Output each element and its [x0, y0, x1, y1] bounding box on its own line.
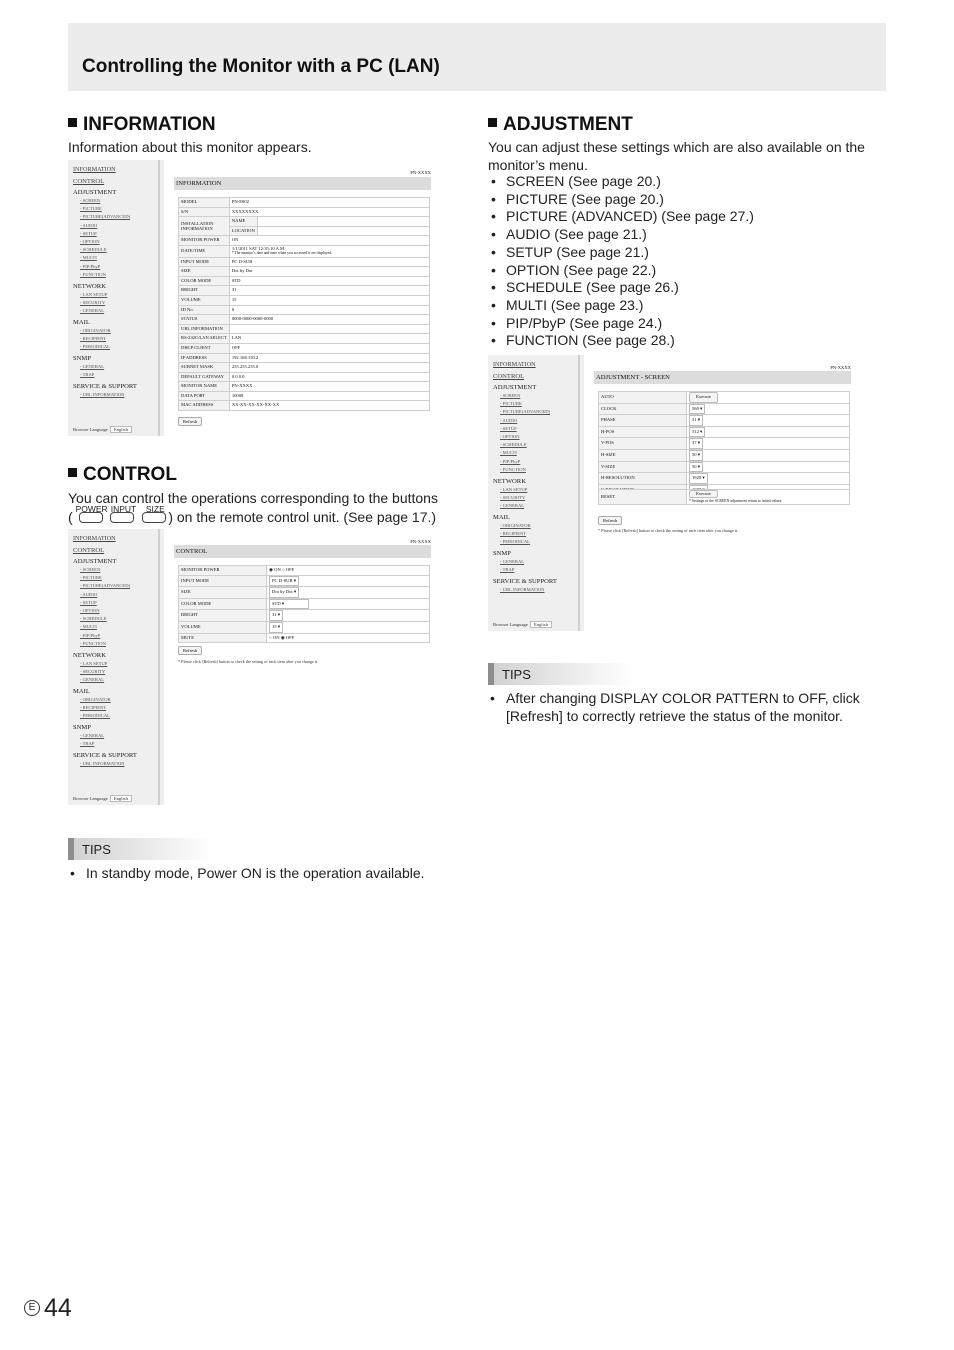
language-select[interactable]: English: [110, 426, 132, 433]
nav-sub-link[interactable]: - GENERAL: [500, 558, 525, 564]
table-row: V-SIZE 50 ▾: [599, 461, 850, 473]
nav-service-heading: SERVICE & SUPPORT: [73, 382, 137, 390]
nav-adjustment-heading: ADJUSTMENT: [73, 189, 117, 196]
input-button-icon: INPUT: [110, 512, 134, 523]
table-row: SIZE Dot by Dot: [179, 267, 430, 277]
h-size-select[interactable]: 50 ▾: [689, 450, 703, 461]
input-mode-select[interactable]: PC D-SUB ▾: [269, 576, 299, 587]
nav-sub-link[interactable]: - SETUP: [500, 425, 517, 431]
nav-sub-link[interactable]: - TRAP: [500, 566, 515, 572]
browser-language-selector: Browser Language English: [73, 795, 132, 802]
nav-sub-link[interactable]: - PICTURE: [500, 401, 522, 407]
table-row: ID No. 0: [179, 305, 430, 315]
nav-information-link[interactable]: INFORMATION: [493, 361, 536, 368]
control-panel: [164, 529, 449, 805]
nav-sub-link[interactable]: - MULTI: [80, 624, 97, 630]
browser-language-selector: Browser Language English: [73, 426, 132, 433]
nav-sub-link[interactable]: - TRAP: [80, 740, 95, 746]
list-item: • FUNCTION (See page 28.): [488, 332, 754, 350]
refresh-note: * Please click [Refresh] button to check the setting of each item after you change it.: [178, 659, 319, 664]
adjustment-table: [598, 391, 850, 496]
table-row: MONITOR POWER ◉ ON ○ OFF: [179, 566, 430, 576]
auto-execute-button[interactable]: Execute: [689, 392, 718, 403]
table-row: H-POS 512 ▾: [599, 426, 850, 438]
nav-information-link[interactable]: INFORMATION: [73, 166, 116, 173]
color-mode-select[interactable]: STD ▾: [269, 599, 309, 610]
table-row: SIZE Dot by Dot ▾: [179, 587, 430, 599]
web-nav-menu: [68, 529, 160, 805]
table-row: LOCATION: [179, 226, 430, 236]
size-button-icon: SIZE: [142, 512, 166, 523]
v-size-select[interactable]: 50 ▾: [689, 462, 703, 473]
volume-select[interactable]: 15 ▾: [269, 622, 283, 633]
table-row: H-SIZE 50 ▾: [599, 449, 850, 461]
nav-sub-link[interactable]: - AUDIO: [80, 222, 98, 228]
table-row: BRIGHT 31 ▾: [179, 610, 430, 622]
nav-sub-link[interactable]: - GENERAL: [80, 732, 105, 738]
nav-sub-link[interactable]: - SECURITY: [80, 668, 106, 674]
refresh-button[interactable]: Refresh: [598, 516, 622, 525]
nav-sub-link[interactable]: - MULTI: [500, 450, 517, 456]
language-select[interactable]: English: [530, 621, 552, 628]
nav-sub-link[interactable]: - SCHEDULE: [80, 247, 107, 253]
table-row: IP ADDRESS 192.168.150.2: [179, 353, 430, 363]
nav-sub-link[interactable]: - AUDIO: [80, 591, 98, 597]
table-row: H-RESOLUTION 1920 ▾: [599, 473, 850, 485]
nav-sub-link[interactable]: - ORIGINATOR: [80, 327, 111, 333]
nav-sub-link[interactable]: - FUNCTION: [80, 640, 106, 646]
reset-note: * Settings of the SCREEN adjustment return to initial values.: [689, 499, 783, 503]
nav-sub-link[interactable]: - ORIGINATOR: [80, 696, 111, 702]
table-row: DEFAULT GATEWAY 0.0.0.0: [179, 372, 430, 382]
nav-sub-link[interactable]: - LAN SETUP: [500, 486, 528, 492]
tips-bar: [68, 838, 213, 860]
nav-network-heading: NETWORK: [493, 477, 526, 485]
page-number: 44: [44, 1294, 72, 1322]
nav-sub-link[interactable]: - PIP/PbyP: [80, 263, 101, 269]
square-bullet-icon: [68, 118, 77, 127]
nav-sub-link[interactable]: - GENERAL: [80, 363, 105, 369]
nav-sub-link[interactable]: - SETUP: [80, 599, 97, 605]
table-row: DATA PORT 10008: [179, 391, 430, 401]
control-description-line2: ( POWER INPUT SIZE ) on the remote control unit. (See page 17.): [68, 504, 437, 525]
control-table: [178, 565, 430, 643]
h-pos-select[interactable]: 512 ▾: [689, 427, 705, 438]
nav-sub-link[interactable]: - SCHEDULE: [80, 616, 107, 622]
refresh-button[interactable]: Refresh: [178, 646, 202, 655]
table-row: CLOCK 560 ▾: [599, 403, 850, 415]
list-item: • PICTURE (ADVANCED) (See page 27.): [488, 208, 754, 226]
nav-network-heading: NETWORK: [73, 282, 106, 290]
phase-select[interactable]: 31 ▾: [689, 415, 703, 426]
list-item: • AUDIO (See page 21.): [488, 226, 754, 244]
list-item: • SCREEN (See page 20.): [488, 173, 754, 191]
h-resolution-select[interactable]: 1920 ▾: [689, 473, 708, 484]
information-screenshot: [68, 160, 449, 436]
information-panel: [164, 160, 449, 436]
table-row: BRIGHT 31: [179, 286, 430, 296]
clock-select[interactable]: 560 ▾: [689, 404, 705, 415]
table-row: VOLUME 15: [179, 295, 430, 305]
nav-sub-link[interactable]: - SCREEN: [500, 393, 521, 398]
nav-snmp-heading: SNMP: [73, 354, 91, 362]
nav-sub-link[interactable]: - PICTURE(ADVANCED): [80, 214, 131, 220]
nav-sub-link[interactable]: - SECURITY: [500, 494, 526, 500]
nav-sub-link[interactable]: - PIP/PbyP: [80, 632, 101, 638]
nav-network-heading: NETWORK: [73, 651, 106, 659]
page-title: Controlling the Monitor with a PC (LAN): [82, 56, 440, 77]
list-item: • MULTI (See page 23.): [488, 297, 754, 315]
table-row: COLOR MODE STD: [179, 276, 430, 286]
table-row: SUBNET MASK 255.255.255.0: [179, 363, 430, 373]
table-row: INSTALLATION INFORMATION NAME: [179, 217, 430, 227]
nav-control-link[interactable]: CONTROL: [73, 177, 105, 185]
tips-label: TIPS: [502, 667, 531, 682]
tip-standby: • In standby mode, Power ON is the operation available.: [68, 864, 425, 882]
refresh-note: * Please click [Refresh] button to check the setting of each item after you change it.: [598, 528, 739, 533]
model-info: PN-XXXX: [410, 539, 431, 544]
table-row: STATUS 0000-0000-0000-0000: [179, 315, 430, 325]
tips-label: TIPS: [82, 842, 111, 857]
table-row: MODEL PN-E802: [179, 198, 430, 208]
v-pos-select[interactable]: 37 ▾: [689, 438, 703, 449]
mute-radio[interactable]: ○ ON ◉ OFF: [267, 633, 430, 643]
table-row: MONITOR NAME PN-XXXX: [179, 382, 430, 392]
nav-sub-link[interactable]: - PERIODICAL: [500, 539, 530, 545]
table-row: VOLUME 15 ▾: [179, 621, 430, 633]
table-row: RS-232C/LAN SELECT LAN: [179, 334, 430, 344]
panel-heading: CONTROL: [174, 545, 431, 558]
nav-sub-link[interactable]: - URL INFORMATION: [500, 586, 545, 592]
panel-heading: ADJUSTMENT - SCREEN: [594, 371, 851, 384]
nav-sub-link[interactable]: - SCHEDULE: [500, 442, 527, 448]
square-bullet-icon: [488, 118, 497, 127]
nav-adjustment-heading: ADJUSTMENT: [493, 384, 537, 391]
table-row: PHASE 31 ▾: [599, 415, 850, 427]
reset-execute-button[interactable]: Execute: [689, 490, 718, 498]
list-item: • OPTION (See page 22.): [488, 262, 754, 280]
refresh-button[interactable]: Refresh: [178, 417, 202, 426]
table-row: MONITOR POWER ON: [179, 236, 430, 246]
table-row: DHCP CLIENT OFF: [179, 343, 430, 353]
reset-table: [598, 489, 850, 505]
power-button-icon: POWER: [79, 512, 103, 523]
language-e-icon: E: [24, 1300, 40, 1316]
control-description-line1: You can control the operations corresponding to the buttons: [68, 490, 438, 506]
nav-sub-link[interactable]: - GENERAL: [80, 676, 105, 682]
nav-information-link[interactable]: INFORMATION: [73, 535, 116, 542]
nav-sub-link[interactable]: - FUNCTION: [80, 271, 106, 277]
nav-snmp-heading: SNMP: [73, 723, 91, 731]
nav-sub-link[interactable]: - URL INFORMATION: [80, 391, 125, 397]
nav-control-link[interactable]: CONTROL: [493, 372, 525, 380]
table-row: URL INFORMATION: [179, 324, 430, 334]
table-row: RESET Execute * Settings of the SCREEN adjustment return to initial values.: [599, 490, 850, 505]
bright-select[interactable]: 31 ▾: [269, 610, 283, 621]
adjustment-panel: [584, 355, 869, 631]
nav-sub-link[interactable]: - SETUP: [80, 230, 97, 236]
nav-sub-link[interactable]: - LAN SETUP: [80, 291, 108, 297]
nav-mail-heading: MAIL: [73, 318, 90, 326]
nav-sub-link[interactable]: - RECIPIENT: [80, 335, 107, 341]
information-description: Information about this monitor appears.: [68, 139, 312, 155]
power-radio[interactable]: ◉ ON ○ OFF: [267, 566, 430, 576]
table-row: MUTE ○ ON ◉ OFF: [179, 633, 430, 643]
nav-sub-link[interactable]: - AUDIO: [500, 417, 518, 423]
adjustment-list: [488, 173, 754, 350]
nav-sub-link[interactable]: - OPTION: [80, 608, 100, 614]
nav-sub-link[interactable]: - PICTURE: [80, 206, 102, 212]
nav-sub-link[interactable]: - LAN SETUP: [80, 660, 108, 666]
list-item: • PIP/PbyP (See page 24.): [488, 315, 754, 333]
header-band: [68, 23, 886, 91]
nav-service-heading: SERVICE & SUPPORT: [493, 577, 557, 585]
table-row: V-POS 37 ▾: [599, 438, 850, 450]
adjustment-screenshot: [488, 355, 869, 631]
model-info: PN-XXXX: [830, 365, 851, 370]
nav-service-heading: SERVICE & SUPPORT: [73, 751, 137, 759]
model-info: PN-XXXX: [410, 170, 431, 175]
nav-sub-link[interactable]: - PERIODICAL: [80, 344, 110, 350]
nav-sub-link[interactable]: - OPTION: [80, 239, 100, 245]
nav-sub-link[interactable]: - PICTURE(ADVANCED): [80, 583, 131, 589]
nav-sub-link[interactable]: - PIP/PbyP: [500, 458, 521, 464]
nav-sub-link[interactable]: - PERIODICAL: [80, 713, 110, 719]
web-nav-menu: [488, 355, 580, 631]
nav-sub-link[interactable]: - SCREEN: [80, 198, 101, 203]
panel-heading: INFORMATION: [174, 177, 431, 190]
browser-language-selector: Browser Language English: [493, 621, 552, 628]
table-row: INPUT MODE PC D-SUB ▾: [179, 575, 430, 587]
adjustment-description: You can adjust these settings which are also available on the monitor’s menu.: [488, 139, 865, 173]
table-row: COLOR MODE STD ▾: [179, 598, 430, 610]
nav-sub-link[interactable]: - GENERAL: [500, 502, 525, 508]
size-select[interactable]: Dot by Dot ▾: [269, 587, 299, 598]
nav-mail-heading: MAIL: [73, 687, 90, 695]
square-bullet-icon: [68, 468, 77, 477]
nav-control-link[interactable]: CONTROL: [73, 546, 105, 554]
nav-sub-link[interactable]: - PICTURE(ADVANCED): [500, 409, 551, 415]
nav-sub-link[interactable]: - FUNCTION: [500, 466, 526, 472]
control-screenshot: [68, 529, 449, 805]
nav-sub-link[interactable]: - URL INFORMATION: [80, 760, 125, 766]
nav-sub-link[interactable]: - PICTURE: [80, 575, 102, 581]
tips-bar: [488, 663, 633, 685]
table-row: INPUT MODE PC D-SUB: [179, 257, 430, 267]
tip-display-color: • After changing DISPLAY COLOR PATTERN to OFF, click [Refresh] to correctly retrieve the status of the monitor.: [488, 689, 880, 725]
nav-sub-link[interactable]: - OPTION: [500, 434, 520, 440]
list-item: • SETUP (See page 21.): [488, 244, 754, 262]
language-select[interactable]: English: [110, 795, 132, 802]
nav-sub-link[interactable]: - RECIPIENT: [500, 530, 527, 536]
nav-mail-heading: MAIL: [493, 513, 510, 521]
table-row: S/N XXXXXXXX: [179, 207, 430, 217]
control-section-title: CONTROL: [68, 464, 177, 486]
nav-snmp-heading: SNMP: [493, 549, 511, 557]
information-section-title: INFORMATION: [68, 114, 216, 136]
table-row: MAC ADDRESS XX-XX-XX-XX-XX-XX: [179, 401, 430, 411]
table-row: DATE/TIME 1/1/2011 SAT 12:35:10 A.M. * The monitor's date and time when you accessed it are displayed.: [179, 245, 430, 257]
web-nav-menu: [68, 160, 160, 436]
nav-sub-link[interactable]: - ORIGINATOR: [500, 522, 531, 528]
nav-adjustment-heading: ADJUSTMENT: [73, 558, 117, 565]
information-table: [178, 197, 430, 411]
nav-sub-link[interactable]: - MULTI: [80, 255, 97, 261]
list-item: • PICTURE (See page 20.): [488, 191, 754, 209]
nav-sub-link[interactable]: - SCREEN: [80, 567, 101, 572]
nav-sub-link[interactable]: - SECURITY: [80, 299, 106, 305]
table-row: AUTO Execute: [599, 392, 850, 404]
nav-sub-link[interactable]: - GENERAL: [80, 307, 105, 313]
adjustment-section-title: ADJUSTMENT: [488, 114, 633, 136]
list-item: • SCHEDULE (See page 26.): [488, 279, 754, 297]
nav-sub-link[interactable]: - TRAP: [80, 371, 95, 377]
nav-sub-link[interactable]: - RECIPIENT: [80, 704, 107, 710]
